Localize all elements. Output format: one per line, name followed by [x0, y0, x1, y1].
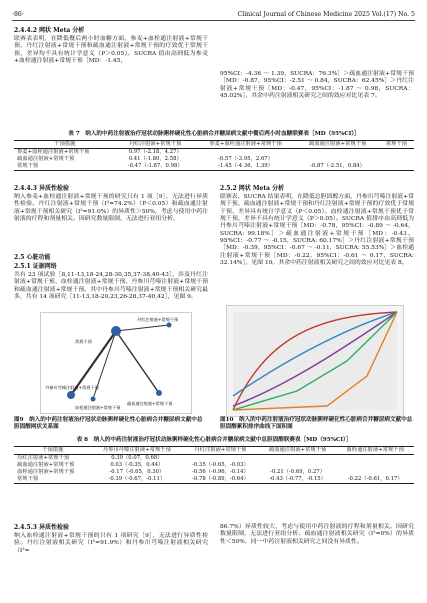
table-cell: 丹红注射液+常规干预 [17, 455, 70, 461]
table-cell: -0.78（-0.89，-0.64） [182, 476, 259, 484]
table-cell: 0.41（-1.80，2.58） [128, 156, 182, 162]
table-cell: 疏血通注射液+常规干预 [17, 462, 75, 468]
table-cell: -0.39（-0.67，-0.11） [92, 476, 183, 484]
table-cell: 血栓通注射液+常规干预 [17, 469, 75, 475]
table-row [14, 476, 414, 484]
table-cell: -1.45（-4.36，1.39） [195, 163, 297, 171]
table-header: 丹红注射液+常规干预 [116, 141, 195, 149]
table-cell: -0.56（-0.96，-0.14） [192, 469, 249, 475]
league-table-8 [14, 446, 414, 484]
section-heading: 2.5.1 证据网络 [14, 263, 57, 270]
table-row [14, 149, 414, 157]
table-cell: 疏血通注射液+常规干预 [17, 156, 75, 162]
table-header: 疏血通注射液+常规干预 [296, 141, 378, 149]
sucra-figure [226, 305, 404, 417]
paragraph: 86.7%）异质性较大，考虑与使用中药注射液的疗程和剂量相关。因研究数量限制，无法进行亚组分析。疏血通注射液相关研究（I²=0%）的异质性＜50%，同一中药注射液相关研究之间没有异质性。 [220, 524, 414, 545]
table-header: 干预措施 [14, 141, 116, 149]
network-edge [116, 325, 169, 331]
paragraph: 纳入血栓通注射液+常规干预的只有 1 项研究［9］，无法进行异质性检验。丹红注射液相关研究（I²=91.9%）和丹参川芎嗪注射液相关研究（I²= [14, 533, 208, 554]
paragraph: 共有 23 项试验［8,11-13,18-24,28-30,35,37-38,40-43］，涉及丹红注射液+常规干预、血栓通注射液+常规干预、丹参川芎嗪注射液+常规干预和疏血通注射液+常规干预。其中丹参川芎嗪注射液+常规干预相关研究最多，共有 14 项研究［11-13,18-20,23,26-28,37-40,42］，见图 9。 [14, 272, 208, 301]
table-cell [379, 149, 414, 157]
node-label: 丹参川芎嗪注射液+常规干预 [45, 385, 99, 390]
node-label: 常规干预 [75, 339, 92, 344]
paragraph: 联赛表、SUCRA 结果表明，在降低总胆固醇方面，丹参川芎嗪注射液+常规干预、疏血通注射液+常规干预和丹红注射液+常规干预的疗效优于常规干预，差异具有统计学意义（P＜0.05）。血栓通注射液+常规干预优于常规干预，差异不具有统计学意义（P＞0.05）。SUCRA 值排序由高到低为丹参川芎嗪注射液+常规干预［MD：-0.78，95%CI：-0.89 ～ -0.64，SUCRA: 99.18%］＞疏血通注射液+常规干预［MD：-0.43，95%CI：-0.77 ～ -0.15，SUCRA: 60.17%］＞丹红注射液+常规干预［MD：-0.39，95%CI：-0.67 ～ -0.11，SUCRA: 55.53%］＞血栓通注射液+常规干预［MD：-0.22，95%CI：-0.61 ～ 0.17，SUCRA: 32.14%］，见图 10。其余中药注射液相关研究之间的效应对比见表 8。 [220, 194, 414, 267]
network-node [91, 397, 96, 402]
journal-name: Clinical Journal of Chinese Medicine 2025 Vol.(17) No. 5 [237, 10, 415, 18]
table-cell [336, 455, 414, 463]
table-header: 血栓通注射液+常规干预 [336, 447, 414, 455]
table-cell [296, 149, 378, 157]
table-cell [259, 462, 337, 469]
table-cell [182, 455, 259, 463]
page-header [12, 8, 415, 21]
node-label: 疏血通注射液+常规干预 [127, 401, 173, 406]
node-label: 丹红注射液+常规干预 [137, 317, 179, 322]
table-header: 常规干预 [379, 141, 414, 149]
table-cell: 0.39（0.07，0.68） [111, 455, 163, 461]
table-cell: 常规干预 [14, 163, 116, 171]
network-graph [41, 313, 191, 413]
figure-caption: 图10 纳入的中药注射液治疗冠状动脉粥样硬化性心脏病合并糖尿病文献中总胆固醇累积排序曲线下面积图 [220, 417, 413, 430]
figure-caption: 图9 纳入的中药注射液治疗冠状动脉粥样硬化性心脏病合并糖尿病文献中总胆固醇网状关系图 [14, 417, 203, 430]
table-row [14, 156, 414, 163]
node-label: 血栓通注射液+常规干预 [75, 405, 121, 410]
section-heading: 2.5 心脏功能 [14, 254, 51, 261]
table-cell [336, 469, 414, 476]
table-cell [296, 156, 378, 163]
table-row [14, 469, 414, 476]
network-edge [116, 331, 159, 393]
network-figure [40, 312, 192, 414]
table-cell [379, 163, 414, 171]
table-cell: -0.17（-0.65，0.30） [109, 469, 165, 475]
table-caption: 表 8 纳入的中药注射液治疗冠状动脉粥样硬化性心脏病合并糖尿病文献中总胆固醇联赛表［MD（95%CI）］ [76, 437, 352, 443]
network-node [111, 326, 121, 336]
table-header: 疏血通注射液+常规干预 [259, 447, 337, 455]
table-cell: -0.87（-2.51，0.84） [296, 163, 378, 171]
section-heading: 2.5.2 网状 Meta 分析 [220, 185, 285, 192]
table-cell [259, 455, 337, 463]
table-cell: -0.35（-0.65，-0.03） [192, 462, 249, 468]
table-caption: 表 7 纳入的中药注射液治疗冠状动脉粥样硬化性心脏病合并糖尿病文献中餐后两小时血糖联赛表［MD（95%CI）］ [68, 131, 360, 137]
league-table-7 [14, 140, 414, 171]
sucra-curves [227, 306, 403, 416]
table-cell: 0.03（-0.35，0.44） [110, 462, 164, 468]
table-cell: -0.21（-0.69，0.27） [270, 469, 326, 475]
table-row [14, 455, 414, 463]
table-cell [195, 149, 297, 157]
section-heading: 2.4.4.2 网状 Meta 分析 [14, 27, 85, 34]
paragraph: 纳入参麦+血栓通注射液+常规干预的研究只有 1 项［9］，无法进行异质性检验。丹红注射液+常规干预（I²=74.2%）（P＜0.05）和疏血通注射液+常规干预相关研究（I²=91.0%）的异质性＞50%，考虑与使用中药注射液的疗程和剂量相关。因研究数量限制，无法进行亚组分析。 [14, 194, 208, 223]
table-row [14, 163, 414, 171]
table-header: 干预措施 [14, 447, 92, 455]
network-node [167, 323, 172, 328]
table-cell: 0.97（-2.18，4.27） [128, 149, 182, 155]
table-row [14, 462, 414, 469]
table-cell: 参麦+血栓通注射液+常规干预 [17, 149, 90, 155]
table-cell: -0.22（-0.61，0.17） [336, 476, 414, 484]
section-heading: 2.4.4.3 异质性检验 [14, 185, 70, 192]
table-cell: 常规干预 [14, 476, 92, 484]
network-node [67, 391, 75, 399]
table-cell [379, 156, 414, 163]
section-heading: 2.4.5.3 异质性检验 [14, 524, 70, 531]
network-node [156, 390, 162, 396]
table-header: 丹红注射液+常规干预 [182, 447, 259, 455]
table-header: 参麦+血栓通注射液+常规干预 [195, 141, 297, 149]
table-header: 丹参川芎嗪注射液+常规干预 [92, 447, 183, 455]
paragraph: 95%CI：-4.36 ～ 1.39，SUCRA：76.3%］＞疏血通注射液+常规干预［MD：-0.87，95%CI：-2.51 ～ 0.84，SUCRA：62.45%］＞丹红注射液+常规干预［MD：-0.47，95%CI：-1.87 ～ 0.98，SUCRA：45.02%］，其余中药注射液相关研究之间的效应对比见表 7。 [220, 71, 414, 100]
paragraph: 联赛表表明，在降低餐后两小时血糖方面，参麦+血栓通注射液+常规干预、丹红注射液+常规干预和疏血通注射液+常规干预的疗效优于常规干预，差异均不具有统计学意义（P＞0.05）。SUCRA 值由高到低为参麦+血栓通注射液+常规干预［MD：-1.45， [14, 36, 208, 65]
table-cell: -0.43（-0.77，-0.15） [259, 476, 337, 484]
table-cell: -0.47（-1.87，0.98） [116, 163, 195, 171]
table-cell: -0.57（-3.95，2.67） [218, 156, 273, 162]
table-cell [336, 462, 414, 469]
page-number: ·86· [12, 10, 24, 18]
